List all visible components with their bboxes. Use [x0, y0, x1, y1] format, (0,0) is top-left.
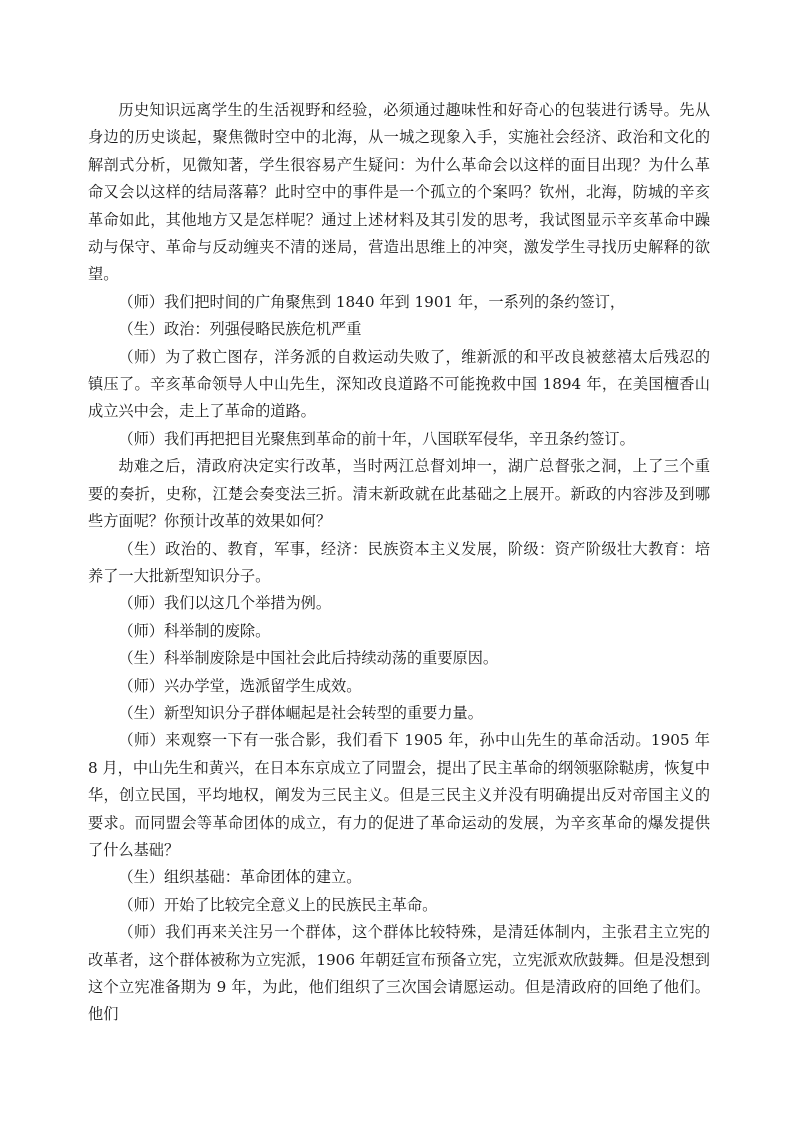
document-body [88, 97, 710, 1029]
paragraph-narrative: 劫难之后，清政府决定实行改革，当时两江总督刘坤一，湖广总督张之洞，上了三个重要的奏折，史称，江楚会奏变法三折。清末新政就在此基础之上展开。新政的内容涉及到哪些方面呢？你预计改革的效果如何？ [88, 457, 710, 531]
paragraph-dialogue: （师）科举制的废除。 [118, 621, 271, 640]
paragraph-dialogue: （师）我们再把把目光聚焦到革命的前十年，八国联军侵华，辛丑条约签订。 [118, 429, 635, 448]
paragraph-dialogue: （师）来观察一下有一张合影，我们看下 1905 年，孙中山先生的革命活动。1905 年 8 月，中山先生和黄兴，在日本东京成立了同盟会，提出了民主革命的纲领驱除鞑虏，恢复中华，创立民国，平均地权，阐发为三民主义。但是三民主义并没有明确提出反对帝国主义的要求。而同盟会等革命团体的成立，有力的促进了革命运动的发展，为辛亥革命的爆发提供了什么基础？ [88, 731, 710, 859]
paragraph-dialogue: （生）科举制废除是中国社会此后持续动荡的重要原因。 [118, 649, 499, 668]
paragraph-dialogue: （师）为了救亡图存，洋务派的自救运动失败了，维新派的和平改良被慈禧太后残忍的镇压了。辛亥革命领导人中山先生，深知改良道路不可能挽救中国 1894 年，在美国檀香山成立兴中会，走上了革命的道路。 [88, 347, 710, 421]
paragraph-dialogue: （师）我们以这几个举措为例。 [118, 594, 332, 613]
paragraph-dialogue: （师）我们再来关注另一个群体，这个群体比较特殊，是清廷体制内，主张君主立宪的改革者，这个群体被称为立宪派，1906 年朝廷宣布预备立宪，立宪派欢欣鼓舞。但是没想到这个立宪准备期为 9 年，为此，他们组织了三次国会请愿运动。但是清政府的回绝了他们。他们 [88, 923, 710, 1024]
paragraph-dialogue: （生）组织基础：革命团体的建立。 [118, 868, 362, 887]
paragraph-dialogue: （生）政治：列强侵略民族危机严重 [118, 320, 362, 339]
paragraph-intro: 历史知识远离学生的生活视野和经验，必须通过趣味性和好奇心的包装进行诱导。先从身边的历史谈起，聚焦微时空中的北海，从一城之现象入手，实施社会经济、政治和文化的解剖式分析，见微知著，学生很容易产生疑问：为什么革命会以这样的面目出现？为什么革命又会以这样的结局落幕？此时空中的事件是一个孤立的个案吗？钦州，北海，防城的辛亥革命如此，其他地方又是怎样呢？通过上述材料及其引发的思考，我试图显示辛亥革命中躁动与保守、革命与反动缠夹不清的迷局，营造出思维上的冲突，激发学生寻找历史解释的欲望。 [88, 101, 710, 284]
paragraph-dialogue: （师）兴办学堂，选派留学生成效。 [118, 676, 362, 695]
paragraph-dialogue: （师）开始了比较完全意义上的民族民主革命。 [118, 895, 438, 914]
paragraph-dialogue: （生）新型知识分子群体崛起是社会转型的重要力量。 [118, 703, 483, 722]
paragraph-dialogue: （师）我们把时间的广角聚焦到 1840 年到 1901 年，一系列的条约签订， [118, 292, 626, 311]
paragraph-dialogue: （生）政治的、教育，军事，经济：民族资本主义发展，阶级：资产阶级壮大教育：培养了一大批新型知识分子。 [88, 539, 710, 585]
